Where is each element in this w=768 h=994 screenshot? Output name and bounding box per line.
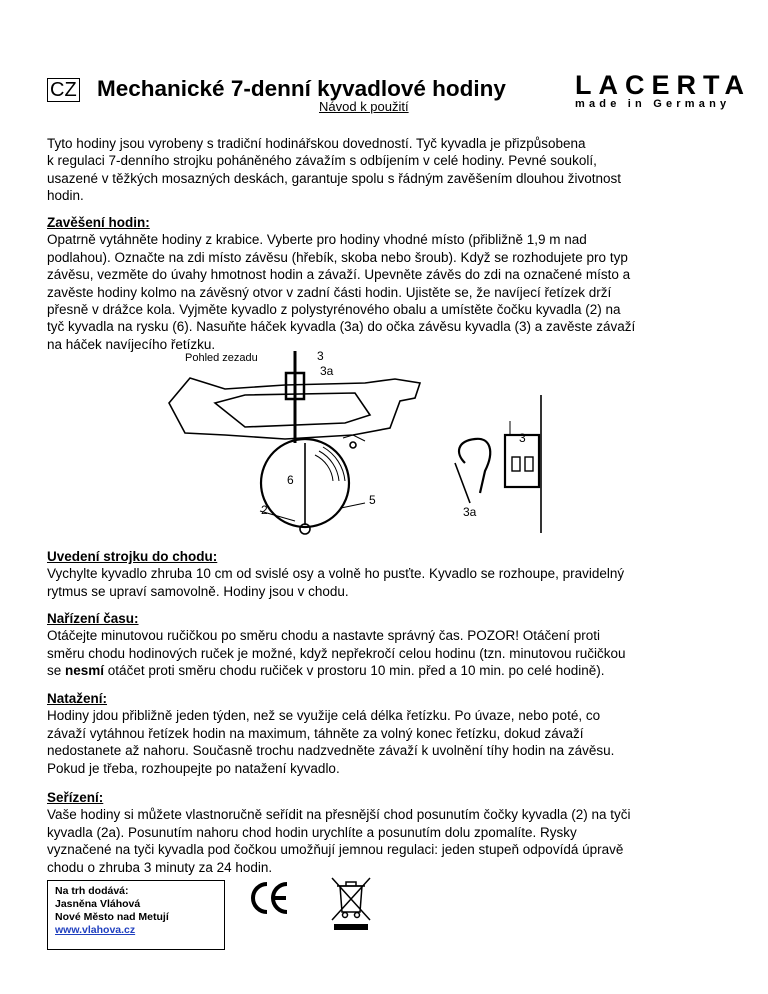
label-3: 3 — [317, 349, 324, 363]
label-5: 5 — [369, 493, 376, 507]
section-hanging: Zavěšení hodin: Opatrně vytáhněte hodiny z krabice. Vyberte pro hodiny vhodné místo (přibližně 1,9 m nad podlahou). Označte na zdi místo závěsu (hřebík, skoba nebo šroub). Když se rozhodujete pro typ závěsu, vezměte do úvahy hmotnost hodin a závaží. Upevněte závěs do zdi na označené místo a zavěste hodiny kolmo na závěsný otvor v zadní části hodin. Ujistěte se, že navíjecí řetízek drží přesně v drážce kola. Vyjměte kyvadlo z polystyrénového obalu a umístěte čočku kyvadla (2) na tyč kyvadla na rysku (6). Nasuňte háček kyvadla (3a) do očka závěsu kyvadla (3) a zavěste závaží na háček navíjecího řetízku. — [47, 214, 732, 353]
ce-mark-icon — [249, 880, 291, 916]
section-heading: Zavěšení hodin: — [47, 215, 150, 230]
section-heading: Nařízení času: — [47, 611, 139, 626]
pendulum-diagram-drawing — [165, 343, 585, 548]
pendulum-diagram — [165, 343, 585, 548]
intro-paragraph: Tyto hodiny jsou vyrobeny s tradiční hodinářskou dovedností. Tyč kyvadla je přizpůsobena k regulaci 7-denního strojku poháněného závažím s odbíjením v celé hodiny. Pevné soukolí, usazené v těžkých mosazných deskách, garantuje spolu s řádným zavěšením dlouhou životnost hodin. — [47, 136, 622, 204]
figure-caption: Pohled zezadu — [185, 352, 258, 364]
label-6: 6 — [287, 473, 294, 487]
bob-nut — [300, 524, 310, 534]
label-3-detail: 3 — [519, 431, 526, 445]
ce-mark-drawing — [249, 880, 291, 916]
bob-hatch-2 — [319, 451, 339, 481]
label-2: 2 — [261, 503, 268, 517]
section-heading: Natažení: — [47, 691, 108, 706]
hook-shank — [455, 463, 470, 503]
label-3a: 3a — [320, 364, 334, 378]
section-adjust: Seřízení: Vaše hodiny si můžete vlastnoručně seřídit na přesnější chod posunutím čočky kyvadla (2) na tyči kyvadla (2a). Posunutím nahoru chod hodin urychlíte a posunutím dolu zpomalíte. Rysky vyznačené na tyči kyvadla pod čočkou umožňují jemnou regulaci: jeden stupeň odpovídá úpravě chodu o zhruba 3 minuty za 24 hodin. — [47, 789, 732, 876]
supplier-city: Nové Město nad Metují — [55, 911, 169, 923]
section-winding: Natažení: Hodiny jdou přibližně jeden týden, než se využije celá délka řetízku. Po úvaze, nebo poté, co závaží vytáhnou řetízek hodin na maximum, táhněte za volný konec řetízku, dokud závaží nedostanete až nahoru. Současně trochu nadzvedněte závaží k uvolnění tíhy hodin na závěsu. Pokud je třeba, rozhoupejte po natažení kyvadlo. — [47, 690, 732, 777]
supplier-label: Na trh dodává: — [55, 885, 129, 897]
logo-tagline: made in Germany — [575, 98, 731, 110]
section-start: Uvedení strojku do chodu: Vychylte kyvadlo zhruba 10 cm od svislé osy a volně ho pusťte. Kyvadlo se rozhoupe, pravidelný rytmus se upraví samovolně. Hodiny jsou v chodu. — [47, 548, 732, 600]
document-header — [47, 70, 751, 120]
eye-slot-right — [525, 457, 533, 471]
supplier-website-link[interactable]: www.vlahova.cz — [55, 924, 136, 936]
section-heading: Uvedení strojku do chodu: — [47, 549, 218, 564]
eye-slot-left — [512, 457, 520, 471]
weee-bin-icon — [328, 874, 374, 932]
section-time: Nařízení času: Otáčejte minutovou ručičkou po směru chodu a nastavte správný čas. POZOR! Otáčení proti směru chodu hodinových ruček je možné, když nepřekročí celou hodinu (tzn. minutovou ručičkou se nesmí otáčet proti směru chodu ručiček v prostoru 10 min. před a 10 min. po celé hodině). — [47, 610, 732, 680]
page-title: Mechanické 7-denní kyvadlové hodiny — [97, 76, 506, 101]
bob-hatch-1 — [315, 455, 333, 481]
language-code: CZ — [47, 78, 80, 102]
label-3a-detail: 3a — [463, 505, 477, 519]
chain-ring — [350, 442, 356, 448]
section-heading: Seřízení: — [47, 790, 104, 805]
lacerta-logo — [575, 70, 755, 110]
page-subtitle: Návod k použití — [319, 99, 409, 114]
logo-brand: LACERTA — [575, 70, 751, 100]
supplier-box — [47, 880, 225, 950]
supplier-name: Jasněna Vláhová — [55, 898, 141, 910]
weee-drawing — [328, 874, 374, 932]
